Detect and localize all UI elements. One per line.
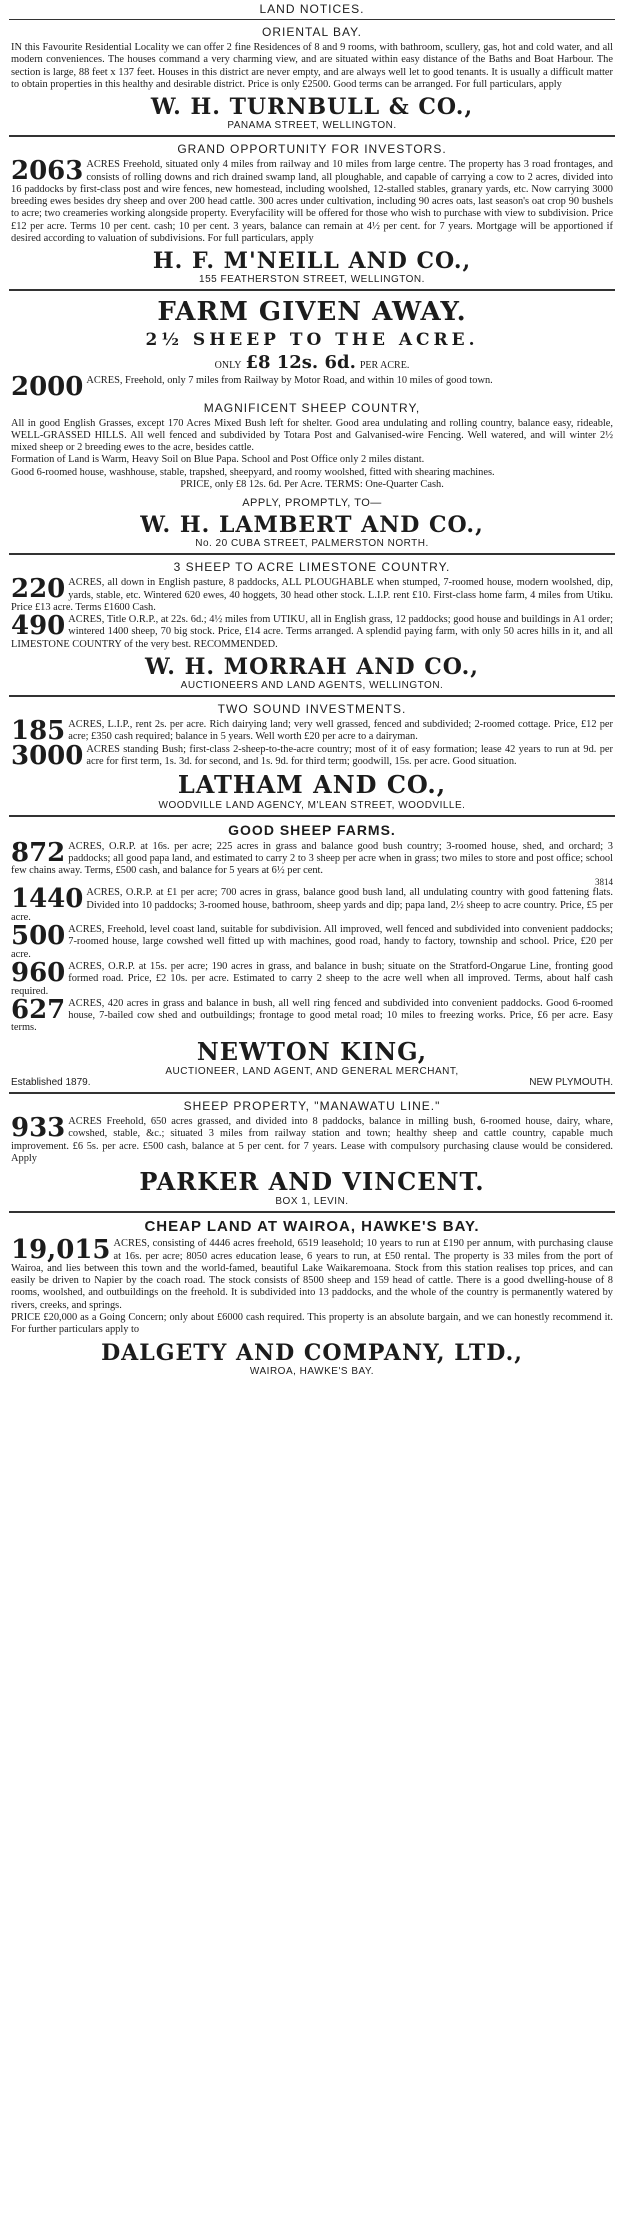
price-line — [11, 352, 613, 373]
price-pre: ONLY — [214, 359, 242, 371]
listing-text: ACRES, Freehold, level coast land, suitable for subdivision. All improved, well fenced and subdivided into convenient paddocks; 7-roomed house, large cowshed well fitted up with machines, good road, handy to factory, township and school. Price, £20 per acre. — [11, 924, 613, 960]
ad-body-3: Good 6-roomed house, washhouse, stable, trapshed, sheepyard, and roomy woolshed, fitted with shearing machines. — [11, 466, 495, 478]
listing-text: ACRES, O.R.P. at 16s. per acre; 225 acres in grass and balance good bush country; 3-roomed house, shed, and orchard; 3 paddocks; all good papa land, and estimated to carry 2 to 3 sheep per acre when in grass; two miles to store and post office; school few chains away. Terms, £500 cash, and balance for 5 years at 6½ per cent. — [11, 840, 613, 877]
agent-footer — [11, 1077, 613, 1088]
ad-title: GOOD SHEEP FARMS. — [228, 821, 396, 838]
ad-body-2: PRICE £20,000 as a Going Concern; only about £6000 cash required. This property is an absolute bargain, and we can honestly recommend it. For further particulars apply to — [11, 1312, 613, 1336]
ad-title: GRAND OPPORTUNITY FOR INVESTORS. — [177, 142, 447, 157]
agent-name: W. H. MORRAH AND CO., — [145, 653, 479, 680]
agent-name: NEWTON KING, — [196, 1036, 428, 1066]
agent-name: H. F. M'NEILL AND CO., — [152, 248, 472, 275]
acreage-number: 490 — [11, 611, 66, 642]
acreage-number: 220 — [11, 574, 66, 605]
acreage-number: 19,015 — [11, 1235, 111, 1266]
ad-grand-opportunity — [9, 137, 615, 291]
agent-name: PARKER AND VINCENT. — [139, 1167, 485, 1197]
listing-text: ACRES, O.R.P. at £1 per acre; 700 acres in grass, balance good bush land, all undulating country with good fattening flats. Divided into 10 paddocks; 3-roomed house, bathroom, sheep yards and dip; papa land, 2½ sheep to acre country. Price, £5 per acre. — [11, 887, 613, 923]
acreage-number: 627 — [11, 994, 66, 1025]
ad-body: ACRES Freehold, situated only 4 miles from railway and 10 miles from large centre. The property has 3 road frontages, and consists of rolling downs and rich drained swamp land, all ploughable, and capable of carrying a cow to 2 acres, divided into 16 paddocks by first-class post and wire fences, new homestead, including woolshed, 12-stalled stables, granary yards, etc. Now carrying 3000 breeding ewes besides dry sheep and over 200 head cattle. 300 acres under cultivation, including 90 acres oats, last season's oat crop 90 bushels to acre; two creameries working alongside property. Everyfacility will be offered for those who wish to purchase with view to subdivision. Price £12 per acre. Terms 10 per cent. cash; 10 per cent. 3 years, balance can remain at 4½ per cent. for 7 years. Mortgage will be apportioned if desired according to valuation of subdivisions. For full particulars, apply — [11, 159, 613, 244]
ad-good-sheep-farms — [9, 817, 615, 1094]
agent-name: LATHAM AND CO., — [177, 770, 447, 800]
ad-title: ORIENTAL BAY. — [262, 25, 362, 39]
ad-farm-given-away — [9, 291, 615, 555]
listing-ref: 3814 — [595, 877, 613, 888]
apply-line: APPLY, PROMPTLY, TO— — [242, 497, 382, 510]
ad-body: ACRES Freehold, 650 acres grassed, and divided into 8 paddocks, balance in milling bush, 6-roomed house, dairy, whare, cowshed, stable, &c.; situated 3 miles from railway station and town; healthy sheep and cattle country, capable much improvement. £6 5s. per acre. £500 cash, balance at 5 per cent. for 7 years. Lease with compulsory purchasing clause would be considered. Apply — [11, 1115, 613, 1164]
ad-body-2: Formation of Land is Warm, Heavy Soil on Blue Papa. School and Post Office only 2 miles distant. — [11, 454, 425, 466]
ad-body: IN this Favourite Residential Locality we can offer 2 fine Residences of 8 and 9 rooms, with bathroom, scullery, gas, hot and cold water, and all modern conveniences. The houses command a very charming view, and are situated within easy distance of the Baths and Boat Harbour. The section is large, 88 feet x 137 feet. Houses in this district are never empty, and are always well let to good tenants. It is usually a difficult matter to obtain properties in this healthy and desirable district. Price is only £2500. Good terms can be arranged. For full particulars, apply — [11, 42, 613, 90]
section-header: LAND NOTICES. — [9, 0, 615, 20]
listing-text: ACRES, O.R.P. at 15s. per acre; 190 acres in grass, and balance in bush; situate on the Stratford-Ongarue Line, fronting good formed road. Price, £2 10s. per acre. Estimated to carry 2 sheep to the acre well when all improved. Terms, about half cash required. — [11, 960, 613, 997]
agent-address: No. 20 CUBA STREET, PALMERSTON NORTH. — [195, 538, 429, 550]
agent-name: DALGETY AND COMPANY, LTD., — [101, 1339, 523, 1366]
ad-body: All in good English Grasses, except 170 Acres Mixed Bush left for shelter. Good area undulating and rolling country, balance easy, rideable, WELL-GRASSED HILLS. All well fenced and subdivided by Totara Post and Galvanised-wire Fencing. Well watered, and will winter 2½ mixed sheep or 2 breeding ewes to the acre, besides cattle. — [11, 417, 613, 454]
land-notices-page — [9, 0, 615, 1381]
acreage-number: 960 — [11, 957, 66, 988]
acreage-number: 2063 — [11, 156, 84, 187]
ad-manawatu-line — [9, 1094, 615, 1213]
agent-name: W. H. LAMBERT AND CO., — [140, 512, 484, 539]
ad-oriental-bay — [9, 20, 615, 137]
agent-address: AUCTIONEERS AND LAND AGENTS, WELLINGTON. — [180, 680, 444, 692]
ad-title: CHEAP LAND AT WAIROA, HAWKE'S BAY. — [144, 1218, 480, 1236]
ad-limestone-country — [9, 555, 615, 697]
ad-title: TWO SOUND INVESTMENTS. — [217, 702, 407, 717]
acreage-number: 872 — [11, 837, 66, 868]
acreage-number: 933 — [11, 1112, 66, 1143]
listing-text: ACRES, Title O.R.P., at 22s. 6d.; 4½ miles from UTIKU, all in English grass, 12 paddocks; good house and buildings in A1 order; wintered 1400 sheep, 70 big stock. Price, £14 acre. Terms arranged. A splendid paying farm, with only 50 acres hills in it, and all LIMESTONE COUNTRY of the very best. RECOMMENDED. — [11, 614, 613, 650]
ad-two-sound-investments — [9, 697, 615, 816]
price-post: PER ACRE. — [359, 359, 410, 371]
acreage-number: 1440 — [11, 884, 84, 915]
agent-name: W. H. TURNBULL & CO., — [150, 94, 474, 121]
agent-address: 155 FEATHERSTON STREET, WELLINGTON. — [199, 274, 425, 286]
acreage-number: 185 — [11, 716, 66, 747]
price: £8 12s. 6d. — [245, 351, 356, 373]
ad-body-4: PRICE, only £8 12s. 6d. Per Acre. TERMS: One-Quarter Cash. — [180, 478, 444, 490]
ad-midtitle: MAGNIFICENT SHEEP COUNTRY, — [203, 400, 421, 415]
ad-wairoa — [9, 1213, 615, 1380]
ad-body: ACRES, consisting of 4446 acres freehold, 6519 leasehold; 10 years to run at £190 per annum, with purchasing clause at 16s. per acre; 8050 acres education lease, 6 years to run, at £50 rental. The property is 33 miles from the port of Wairoa, and lies between this town and the world-famed, beautiful Lake Waikaremoana. Stock from this station realises top prices, and can easily be driven to Napier by the coach road. The stock consists of 8500 sheep and 159 head of cattle. There is a good dwelling-house of 8 rooms, woolshed, and outbuildings on the freehold. It is subdivided into 13 paddocks, and the whole of the country is permanently watered by rivers, creeks, and springs. — [11, 1238, 613, 1311]
listing-text: ACRES, 420 acres in grass and balance in bush, all well ring fenced and subdivided into convenient paddocks. Good 6-roomed house, 7-bailed cow shed and outbuildings; frontage to good metal road; 10 miles to freezing works. Price, £6 per acre. Easy terms. — [11, 997, 613, 1034]
agent-address: WAIROA, HAWKE'S BAY. — [249, 1365, 375, 1377]
acreage-number: 2000 — [11, 371, 84, 402]
established-year: Established 1879. — [11, 1076, 91, 1088]
acreage-number: 500 — [11, 921, 66, 952]
agent-address: BOX 1, LEVIN. — [275, 1196, 349, 1208]
agent-address: PANAMA STREET, WELLINGTON. — [227, 120, 397, 132]
ad-headline: FARM GIVEN AWAY. — [157, 297, 467, 328]
ad-title: 3 SHEEP TO ACRE LIMESTONE COUNTRY. — [173, 560, 451, 575]
acreage-number: 3000 — [11, 740, 84, 771]
agent-role: AUCTIONEER, LAND AGENT, AND GENERAL MERCHANT, — [165, 1065, 459, 1077]
listing-text: ACRES, L.I.P., rent 2s. per acre. Rich dairying land; very well grassed, fenced and subdivided; 2-roomed cottage. Price, £12 per acre; £350 cash required; balance in 5 years. Well worth £20 per acre to a dairyman. — [68, 719, 613, 743]
listing-text: ACRES standing Bush; first-class 2-sheep-to-the-acre country; most of it of easy formation; lease 42 years to run at 9d. per acre for first term, 1s. 3d. for second, and 1s. 9d. for third term; goodwill, 15s. per acre. Good situation. — [86, 743, 613, 767]
ad-subheadline: 2½ SHEEP TO THE ACRE. — [145, 329, 479, 350]
agent-town: NEW PLYMOUTH. — [529, 1076, 613, 1088]
listing-text: ACRES, all down in English pasture, 8 paddocks, ALL PLOUGHABLE when stumped, 7-roomed house, modern woolshed, dip, yards, stable, etc. Wintered 620 ewes, 40 hoggets, 30 head other stock. L.I.P. rent £10. First-class home farm, 4 miles from Utiku. Price £13 acre. Terms £1600 Cash. — [11, 577, 613, 613]
agent-address: WOODVILLE LAND AGENCY, M'LEAN STREET, WOODVILLE. — [158, 799, 466, 811]
ad-title: SHEEP PROPERTY, "MANAWATU LINE." — [183, 1098, 441, 1113]
ad-intro: ACRES, Freehold, only 7 miles from Railway by Motor Road, and within 10 miles of good town. — [86, 374, 493, 386]
